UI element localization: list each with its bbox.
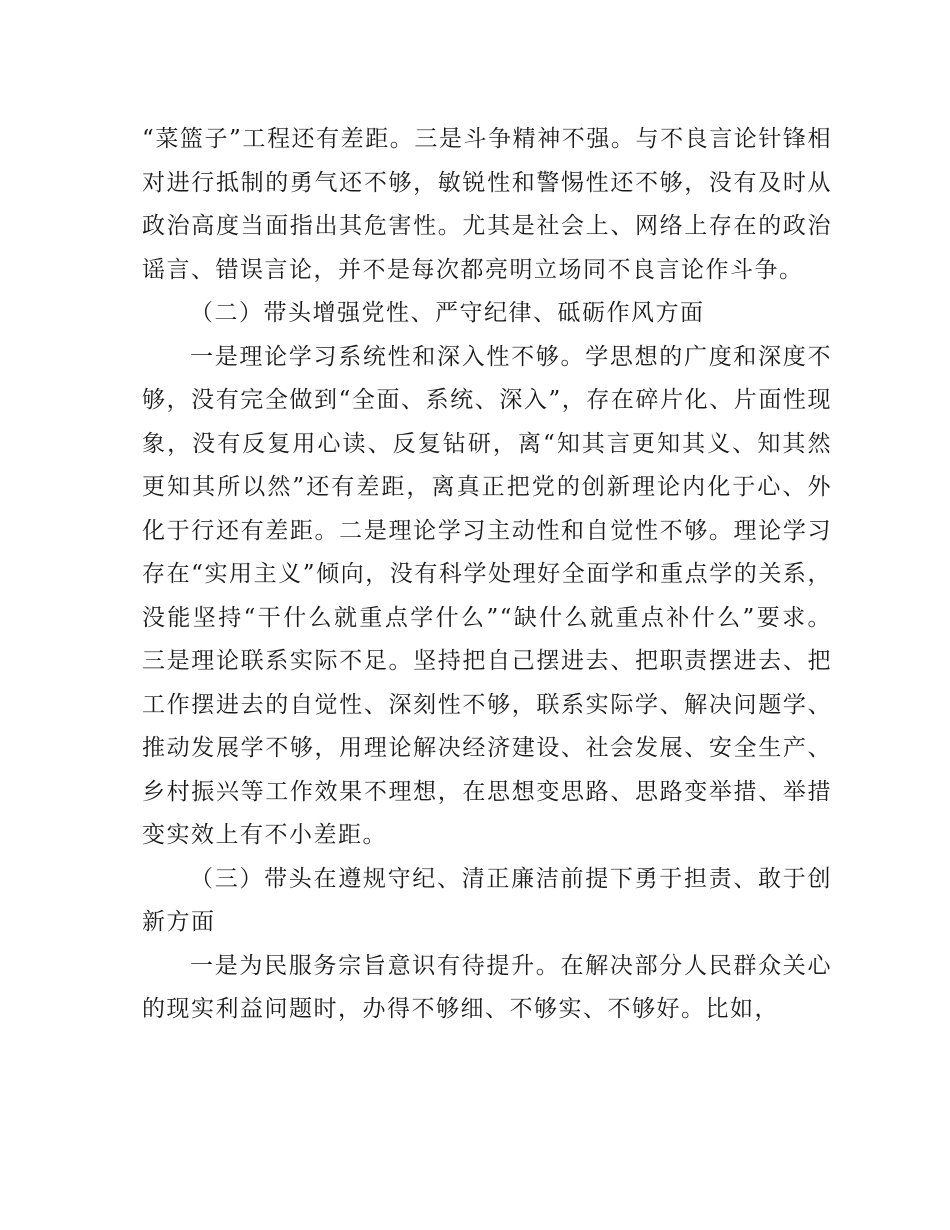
paragraph-continuation: “菜篮子”工程还有差距。三是斗争精神不强。与不良言论针锋相对进行抵制的勇气还不够，敏锐性和警惕性还不够，没有及时从政治高度当面指出其危害性。尤其是社会上、网络上存在的政治谣言、错误言论，并不是每次都亮明立场同不良言论作斗争。 xyxy=(142,126,832,283)
section-heading-three: （三）带头在遵规守纪、清正廉洁前提下勇于担责、敢于创新方面 xyxy=(142,865,832,935)
document-body xyxy=(142,118,832,1032)
paragraph-theory-study: 一是理论学习系统性和深入性不够。学思想的广度和深度不够，没有完全做到“全面、系统、深入”，存在碎片化、片面性现象，没有反复用心读、反复钻研，离“知其言更知其义、知其然更知其所以然”还有差距，离真正把党的创新理论内化于心、外化于行还有差距。二是理论学习主动性和自觉性不够。理论学习存在“实用主义”倾向，没有科学处理好全面学和重点学的关系，没能坚持“干什么就重点学什么”“缺什么就重点补什么”要求。三是理论联系实际不足。坚持把自己摆进去、把职责摆进去、把工作摆进去的自觉性、深刻性不够，联系实际学、解决问题学、推动发展学不够，用理论解决经济建设、社会发展、安全生产、乡村振兴等工作效果不理想，在思想变思路、思路变举措、举措变实效上有不小差距。 xyxy=(142,343,832,848)
paragraph-service-awareness: 一是为民服务宗旨意识有待提升。在解决部分人民群众关心的现实利益问题时，办得不够细、不够实、不够好。比如， xyxy=(142,952,832,1022)
section-heading-two: （二）带头增强党性、严守纪律、砥砺作风方面 xyxy=(190,300,705,326)
